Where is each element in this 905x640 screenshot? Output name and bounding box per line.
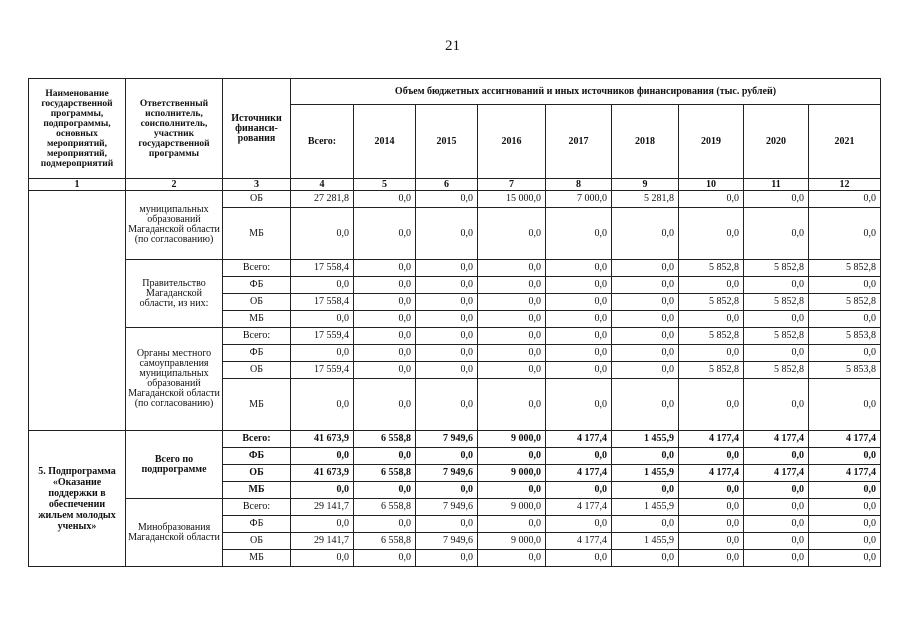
year-value-cell: 0,0 <box>612 294 679 311</box>
year-value-cell: 0,0 <box>546 482 612 499</box>
year-value-cell: 5 852,8 <box>679 328 744 345</box>
total-value-cell: 0,0 <box>291 277 354 294</box>
year-value-cell: 5 852,8 <box>744 328 809 345</box>
header-year: 2014 <box>354 105 416 179</box>
column-number: 7 <box>478 179 546 191</box>
year-value-cell: 15 000,0 <box>478 191 546 208</box>
source-cell: ОБ <box>223 191 291 208</box>
total-value-cell: 0,0 <box>291 208 354 260</box>
executor-cell: Всего по подпрограмме <box>126 431 223 499</box>
year-value-cell: 0,0 <box>354 311 416 328</box>
year-value-cell: 9 000,0 <box>478 465 546 482</box>
year-value-cell: 0,0 <box>416 345 478 362</box>
total-value-cell: 0,0 <box>291 482 354 499</box>
year-value-cell: 5 852,8 <box>744 294 809 311</box>
year-value-cell: 0,0 <box>679 311 744 328</box>
source-cell: ОБ <box>223 362 291 379</box>
year-value-cell: 0,0 <box>416 191 478 208</box>
source-cell: ФБ <box>223 516 291 533</box>
year-value-cell: 6 558,8 <box>354 499 416 516</box>
header-total: Всего: <box>291 105 354 179</box>
executor-cell: Минобразования Магаданской области <box>126 499 223 567</box>
year-value-cell: 0,0 <box>546 328 612 345</box>
year-value-cell: 0,0 <box>354 482 416 499</box>
year-value-cell: 0,0 <box>416 328 478 345</box>
source-cell: ОБ <box>223 294 291 311</box>
year-value-cell: 0,0 <box>679 516 744 533</box>
year-value-cell: 0,0 <box>679 208 744 260</box>
source-cell: Всего: <box>223 499 291 516</box>
year-value-cell: 0,0 <box>546 260 612 277</box>
year-value-cell: 0,0 <box>679 191 744 208</box>
column-number: 9 <box>612 179 679 191</box>
year-value-cell: 0,0 <box>744 345 809 362</box>
header-year: 2020 <box>744 105 809 179</box>
year-value-cell: 1 455,9 <box>612 533 679 550</box>
table-row <box>29 431 881 448</box>
total-value-cell: 17 559,4 <box>291 362 354 379</box>
year-value-cell: 0,0 <box>546 362 612 379</box>
year-value-cell: 0,0 <box>809 482 881 499</box>
year-value-cell: 0,0 <box>809 191 881 208</box>
header-year: 2019 <box>679 105 744 179</box>
year-value-cell: 0,0 <box>612 482 679 499</box>
year-value-cell: 7 949,6 <box>416 431 478 448</box>
year-value-cell: 0,0 <box>612 311 679 328</box>
column-number: 3 <box>223 179 291 191</box>
total-value-cell: 0,0 <box>291 379 354 431</box>
year-value-cell: 0,0 <box>679 499 744 516</box>
program-name-cell <box>29 191 126 431</box>
column-numbers-row <box>29 179 881 191</box>
year-value-cell: 7 000,0 <box>546 191 612 208</box>
year-value-cell: 5 853,8 <box>809 328 881 345</box>
source-cell: ОБ <box>223 465 291 482</box>
year-value-cell: 1 455,9 <box>612 465 679 482</box>
year-value-cell: 0,0 <box>354 550 416 567</box>
year-value-cell: 5 852,8 <box>809 260 881 277</box>
year-value-cell: 0,0 <box>478 482 546 499</box>
page-number: 21 <box>445 38 460 54</box>
source-cell: ОБ <box>223 533 291 550</box>
year-value-cell: 0,0 <box>546 277 612 294</box>
table-row <box>29 499 881 516</box>
year-value-cell: 0,0 <box>612 516 679 533</box>
table-row <box>29 260 881 277</box>
year-value-cell: 0,0 <box>809 499 881 516</box>
column-number: 5 <box>354 179 416 191</box>
year-value-cell: 0,0 <box>416 379 478 431</box>
year-value-cell: 0,0 <box>744 482 809 499</box>
source-cell: МБ <box>223 208 291 260</box>
total-value-cell: 41 673,9 <box>291 465 354 482</box>
year-value-cell: 5 853,8 <box>809 362 881 379</box>
year-value-cell: 5 852,8 <box>744 362 809 379</box>
year-value-cell: 0,0 <box>478 328 546 345</box>
budget-table <box>28 78 881 567</box>
year-value-cell: 0,0 <box>416 362 478 379</box>
total-value-cell: 0,0 <box>291 311 354 328</box>
year-value-cell: 0,0 <box>354 191 416 208</box>
year-value-cell: 7 949,6 <box>416 465 478 482</box>
year-value-cell: 4 177,4 <box>546 533 612 550</box>
column-number: 12 <box>809 179 881 191</box>
year-value-cell: 0,0 <box>744 311 809 328</box>
year-value-cell: 0,0 <box>478 260 546 277</box>
column-number: 8 <box>546 179 612 191</box>
year-value-cell: 0,0 <box>809 311 881 328</box>
total-value-cell: 0,0 <box>291 516 354 533</box>
year-value-cell: 0,0 <box>809 516 881 533</box>
year-value-cell: 9 000,0 <box>478 533 546 550</box>
year-value-cell: 7 949,6 <box>416 533 478 550</box>
year-value-cell: 0,0 <box>612 345 679 362</box>
year-value-cell: 4 177,4 <box>744 465 809 482</box>
year-value-cell: 0,0 <box>809 277 881 294</box>
year-value-cell: 0,0 <box>546 516 612 533</box>
year-value-cell: 0,0 <box>612 550 679 567</box>
total-value-cell: 17 559,4 <box>291 328 354 345</box>
year-value-cell: 0,0 <box>679 379 744 431</box>
year-value-cell: 0,0 <box>354 260 416 277</box>
year-value-cell: 0,0 <box>744 550 809 567</box>
year-value-cell: 0,0 <box>478 516 546 533</box>
year-value-cell: 0,0 <box>416 482 478 499</box>
header-year: 2018 <box>612 105 679 179</box>
year-value-cell: 0,0 <box>546 550 612 567</box>
year-value-cell: 0,0 <box>809 345 881 362</box>
column-number: 1 <box>29 179 126 191</box>
year-value-cell: 0,0 <box>809 208 881 260</box>
year-value-cell: 0,0 <box>354 208 416 260</box>
source-cell: ФБ <box>223 277 291 294</box>
year-value-cell: 0,0 <box>612 362 679 379</box>
year-value-cell: 0,0 <box>478 208 546 260</box>
year-value-cell: 0,0 <box>612 277 679 294</box>
column-number: 6 <box>416 179 478 191</box>
year-value-cell: 0,0 <box>416 311 478 328</box>
year-value-cell: 6 558,8 <box>354 465 416 482</box>
year-value-cell: 4 177,4 <box>546 499 612 516</box>
year-value-cell: 9 000,0 <box>478 431 546 448</box>
year-value-cell: 0,0 <box>354 362 416 379</box>
year-value-cell: 1 455,9 <box>612 499 679 516</box>
year-value-cell: 0,0 <box>416 516 478 533</box>
header-year: 2015 <box>416 105 478 179</box>
year-value-cell: 0,0 <box>679 448 744 465</box>
year-value-cell: 0,0 <box>744 499 809 516</box>
source-cell: ФБ <box>223 448 291 465</box>
year-value-cell: 0,0 <box>478 379 546 431</box>
year-value-cell: 0,0 <box>354 345 416 362</box>
year-value-cell: 4 177,4 <box>744 431 809 448</box>
source-cell: МБ <box>223 550 291 567</box>
year-value-cell: 0,0 <box>354 328 416 345</box>
year-value-cell: 9 000,0 <box>478 499 546 516</box>
year-value-cell: 0,0 <box>416 208 478 260</box>
executor-cell: Правительство Магаданской области, из них: <box>126 260 223 328</box>
year-value-cell: 4 177,4 <box>679 465 744 482</box>
year-value-cell: 0,0 <box>612 379 679 431</box>
table-row <box>29 191 881 208</box>
year-value-cell: 0,0 <box>478 294 546 311</box>
year-value-cell: 0,0 <box>744 516 809 533</box>
year-value-cell: 0,0 <box>612 448 679 465</box>
year-value-cell: 0,0 <box>744 191 809 208</box>
year-value-cell: 0,0 <box>354 516 416 533</box>
year-value-cell: 5 852,8 <box>744 260 809 277</box>
year-value-cell: 0,0 <box>809 533 881 550</box>
year-value-cell: 0,0 <box>354 379 416 431</box>
year-value-cell: 0,0 <box>416 294 478 311</box>
year-value-cell: 0,0 <box>478 311 546 328</box>
year-value-cell: 6 558,8 <box>354 533 416 550</box>
column-number: 2 <box>126 179 223 191</box>
year-value-cell: 0,0 <box>416 260 478 277</box>
year-value-cell: 0,0 <box>546 311 612 328</box>
year-value-cell: 0,0 <box>546 448 612 465</box>
executor-cell: муниципальных образований Магаданской области (по согласованию) <box>126 191 223 260</box>
header-program-name: Наименование государственной программы, подпрограммы, основных мероприятий, мероприятий, подмероприятий <box>29 79 126 179</box>
source-cell: МБ <box>223 482 291 499</box>
year-value-cell: 0,0 <box>478 362 546 379</box>
year-value-cell: 0,0 <box>354 448 416 465</box>
year-value-cell: 4 177,4 <box>809 465 881 482</box>
year-value-cell: 0,0 <box>612 208 679 260</box>
year-value-cell: 4 177,4 <box>809 431 881 448</box>
column-number: 10 <box>679 179 744 191</box>
table-header <box>29 79 881 191</box>
table-body <box>29 191 881 567</box>
total-value-cell: 17 558,4 <box>291 294 354 311</box>
year-value-cell: 4 177,4 <box>546 465 612 482</box>
year-value-cell: 0,0 <box>546 379 612 431</box>
source-cell: МБ <box>223 379 291 431</box>
header-sources: Источники финанси-рования <box>223 79 291 179</box>
year-value-cell: 0,0 <box>809 379 881 431</box>
total-value-cell: 41 673,9 <box>291 431 354 448</box>
year-value-cell: 7 949,6 <box>416 499 478 516</box>
year-value-cell: 0,0 <box>354 294 416 311</box>
year-value-cell: 0,0 <box>612 260 679 277</box>
year-value-cell: 0,0 <box>744 379 809 431</box>
year-value-cell: 0,0 <box>679 482 744 499</box>
total-value-cell: 17 558,4 <box>291 260 354 277</box>
year-value-cell: 0,0 <box>546 208 612 260</box>
year-value-cell: 0,0 <box>478 550 546 567</box>
header-year: 2016 <box>478 105 546 179</box>
source-cell: Всего: <box>223 260 291 277</box>
year-value-cell: 0,0 <box>546 345 612 362</box>
year-value-cell: 6 558,8 <box>354 431 416 448</box>
executor-cell: Органы местного самоуправления муниципальных образований Магаданской области (по согласованию) <box>126 328 223 431</box>
total-value-cell: 29 141,7 <box>291 499 354 516</box>
year-value-cell: 0,0 <box>478 448 546 465</box>
column-number: 4 <box>291 179 354 191</box>
year-value-cell: 0,0 <box>416 448 478 465</box>
total-value-cell: 0,0 <box>291 550 354 567</box>
year-value-cell: 4 177,4 <box>679 431 744 448</box>
total-value-cell: 0,0 <box>291 345 354 362</box>
source-cell: Всего: <box>223 431 291 448</box>
year-value-cell: 0,0 <box>809 448 881 465</box>
header-year: 2021 <box>809 105 881 179</box>
year-value-cell: 0,0 <box>809 550 881 567</box>
year-value-cell: 1 455,9 <box>612 431 679 448</box>
year-value-cell: 0,0 <box>744 533 809 550</box>
year-value-cell: 0,0 <box>478 277 546 294</box>
header-volume: Объем бюджетных ассигнований и иных источников финансирования (тыс. рублей) <box>291 79 881 105</box>
year-value-cell: 4 177,4 <box>546 431 612 448</box>
table-row <box>29 328 881 345</box>
year-value-cell: 0,0 <box>744 208 809 260</box>
year-value-cell: 5 852,8 <box>679 260 744 277</box>
total-value-cell: 0,0 <box>291 448 354 465</box>
year-value-cell: 0,0 <box>679 277 744 294</box>
year-value-cell: 0,0 <box>612 328 679 345</box>
year-value-cell: 5 852,8 <box>809 294 881 311</box>
source-cell: ФБ <box>223 345 291 362</box>
year-value-cell: 0,0 <box>416 277 478 294</box>
header-executor: Ответственный исполнитель, соисполнитель, участник государственной программы <box>126 79 223 179</box>
year-value-cell: 0,0 <box>546 294 612 311</box>
year-value-cell: 5 852,8 <box>679 362 744 379</box>
year-value-cell: 0,0 <box>354 277 416 294</box>
year-value-cell: 0,0 <box>679 345 744 362</box>
year-value-cell: 0,0 <box>679 550 744 567</box>
year-value-cell: 0,0 <box>478 345 546 362</box>
total-value-cell: 27 281,8 <box>291 191 354 208</box>
total-value-cell: 29 141,7 <box>291 533 354 550</box>
header-year: 2017 <box>546 105 612 179</box>
year-value-cell: 0,0 <box>744 448 809 465</box>
year-value-cell: 5 852,8 <box>679 294 744 311</box>
program-name-cell: 5. Подпрограмма «Оказание поддержки в обеспечении жильем молодых ученых» <box>29 431 126 567</box>
year-value-cell: 0,0 <box>679 533 744 550</box>
year-value-cell: 0,0 <box>416 550 478 567</box>
year-value-cell: 0,0 <box>744 277 809 294</box>
year-value-cell: 5 281,8 <box>612 191 679 208</box>
source-cell: МБ <box>223 311 291 328</box>
source-cell: Всего: <box>223 328 291 345</box>
column-number: 11 <box>744 179 809 191</box>
